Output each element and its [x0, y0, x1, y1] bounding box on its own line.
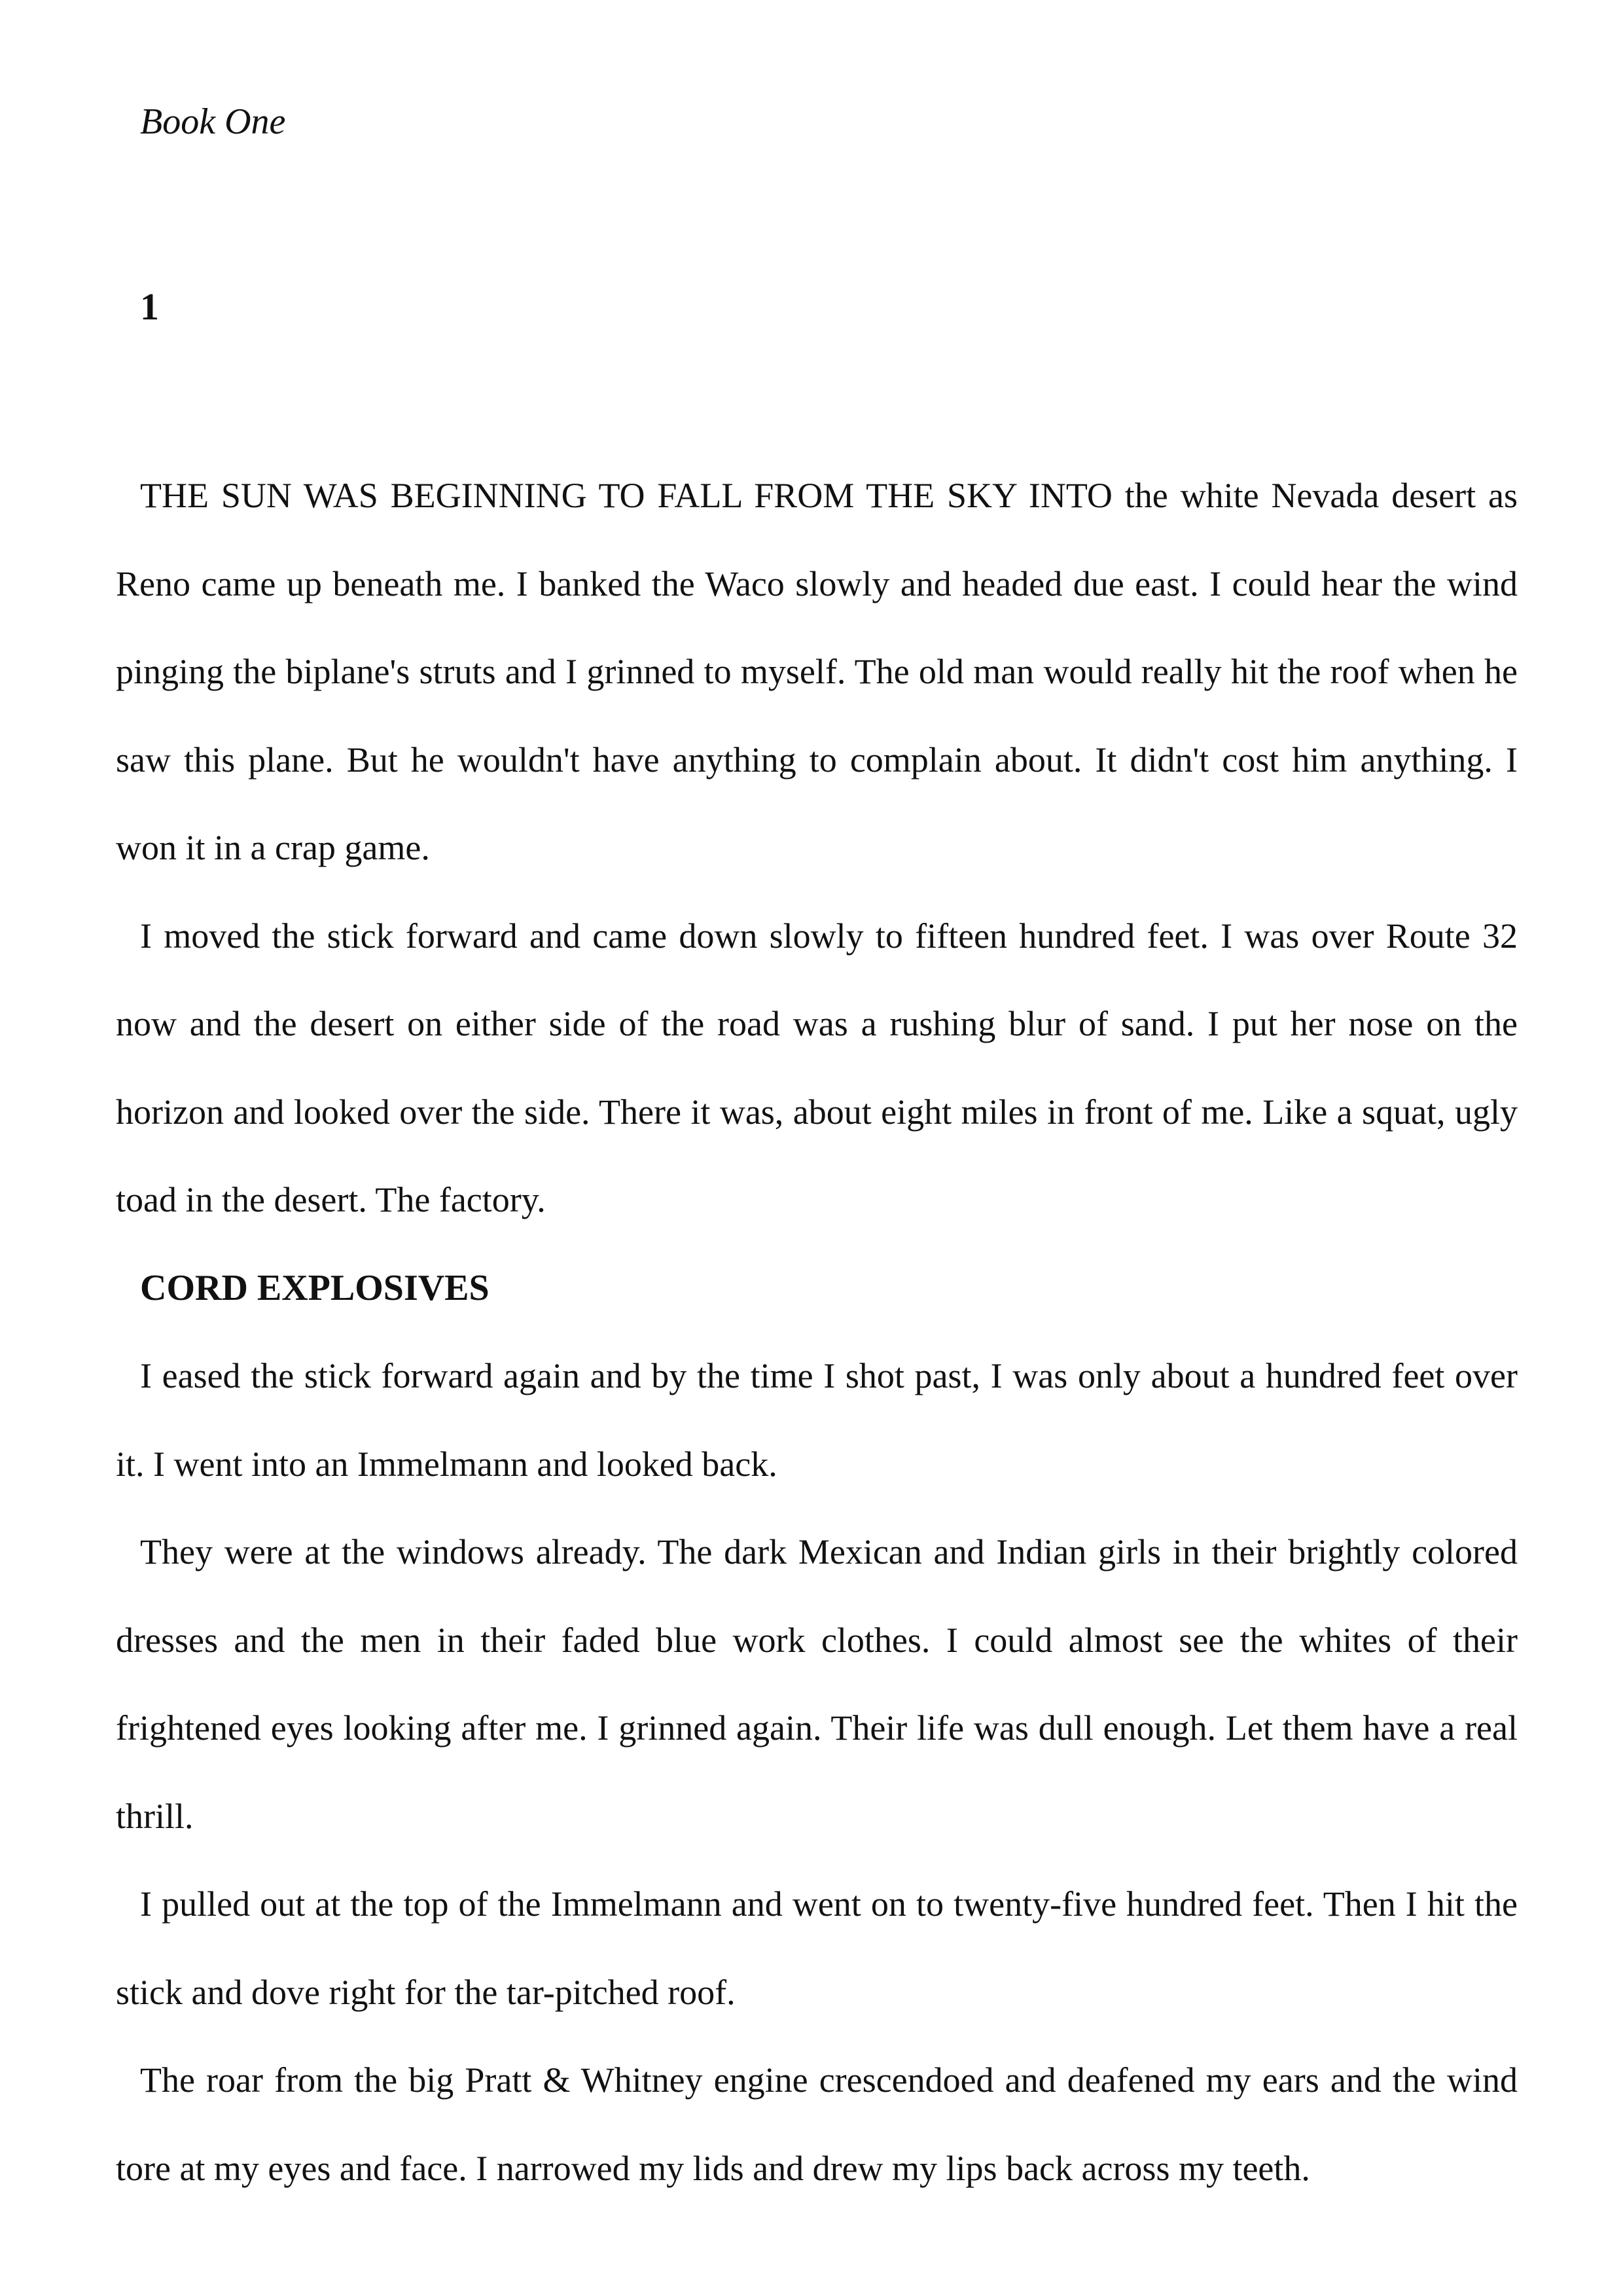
paragraph: I eased the stick forward again and by the time I shot past, I was only about a hundred feet over it. I went into an Immelmann and looked back.: [116, 1356, 1518, 1484]
factory-sign-heading: CORD EXPLOSIVES: [140, 1267, 490, 1308]
book-label: Book One: [140, 101, 286, 142]
chapter-body: [116, 452, 1518, 2212]
paragraph: I pulled out at the top of the Immelmann and went on to twenty-five hundred feet. Then I hit the stick and dove right for the tar-pitched roof.: [116, 1884, 1518, 2012]
paragraph: THE SUN WAS BEGINNING TO FALL FROM THE SKY INTO the white Nevada desert as Reno came up beneath me. I banked the Waco slowly and headed due east. I could hear the wind pinging the biplane's struts and I grinned to myself. The old man would really hit the roof when he saw this plane. But he wouldn't have anything to complain about. It didn't cost him anything. I won it in a crap game.: [116, 476, 1518, 867]
chapter-number: 1: [140, 285, 159, 328]
paragraph: They were at the windows already. The dark Mexican and Indian girls in their brightly colored dresses and the men in their faded blue work clothes. I could almost see the whites of their frightened eyes looking after me. I grinned again. Their life was dull enough. Let them have a real thrill.: [116, 1532, 1518, 1836]
paragraph: I moved the stick forward and came down slowly to fifteen hundred feet. I was over Route 32 now and the desert on either side of the road was a rushing blur of sand. I put her nose on the horizon and looked over the side. There it was, about eight miles in front of me. Like a squat, ugly toad in the desert. The factory.: [116, 916, 1518, 1219]
paragraph: The roar from the big Pratt & Whitney engine crescendoed and deafened my ears and the wind tore at my eyes and face. I narrowed my lids and drew my lips back across my teeth.: [116, 2060, 1518, 2188]
